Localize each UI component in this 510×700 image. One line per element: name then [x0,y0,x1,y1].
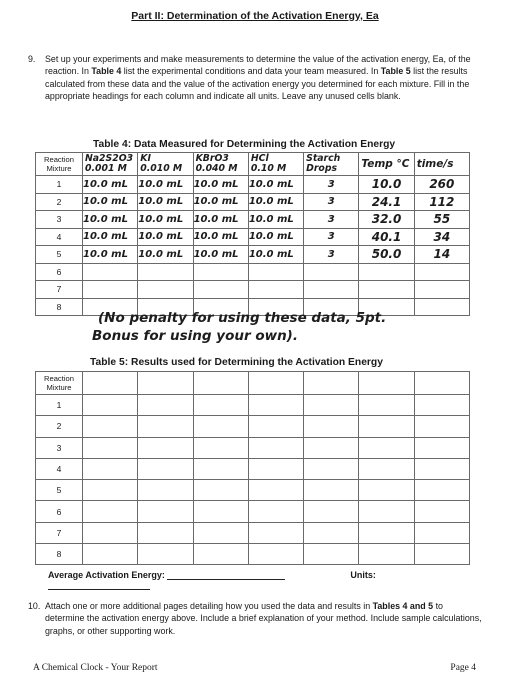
data-cell[interactable]: 10.0 mL [193,246,248,264]
text-bold: Table 4 [91,66,122,77]
data-cell[interactable] [138,395,193,416]
data-cell[interactable] [248,480,303,501]
text-segment: list the results calculated from these data and the value of the activation energy you determined for each mixture. Fill in the appropriate headings for each column and indicate all units. Leave any unused cells blank. [45,66,470,102]
average-label: Average Activation Energy: [48,570,165,580]
handwritten-heading: time/s [416,158,454,170]
text-bold: Tables 4 and 5 [372,601,434,611]
data-cell[interactable] [193,501,248,522]
header-cell[interactable] [138,153,193,176]
header-cell[interactable] [193,153,248,176]
data-cell[interactable] [83,395,138,416]
table-row [36,416,470,437]
data-cell[interactable] [83,437,138,458]
data-cell[interactable]: 32.0 [359,211,414,229]
data-cell[interactable] [359,522,414,543]
table-row [36,458,470,479]
handwritten-note-line-1: (No penalty for using these data, 5pt. [98,310,387,326]
data-cell[interactable] [248,544,303,565]
data-cell[interactable] [359,437,414,458]
data-cell[interactable] [248,458,303,479]
header-cell[interactable] [248,372,303,395]
row-number: 1 [36,176,83,194]
data-cell[interactable] [193,458,248,479]
data-cell[interactable] [414,281,469,299]
data-cell[interactable] [83,501,138,522]
data-cell[interactable]: 10.0 mL [138,228,193,246]
row-number: 3 [36,211,83,229]
data-cell[interactable] [414,416,469,437]
table-row [36,176,470,194]
data-cell[interactable]: 3 [304,176,359,194]
data-cell[interactable] [304,544,359,565]
data-cell[interactable] [248,437,303,458]
data-cell[interactable]: 112 [414,193,469,211]
question-10 [28,600,483,637]
data-cell[interactable] [304,458,359,479]
table-header-row [36,372,470,395]
header-cell[interactable] [193,372,248,395]
row-number: 6 [36,263,83,281]
data-cell[interactable] [414,458,469,479]
data-cell[interactable] [414,480,469,501]
header-label-line: Reaction [44,155,74,164]
row-number: 2 [36,416,83,437]
data-cell[interactable] [83,416,138,437]
table-4-caption: Table 4: Data Measured for Determining the Activation Energy [93,139,396,150]
data-cell[interactable]: 10.0 [359,176,414,194]
data-cell[interactable]: 10.0 mL [248,193,303,211]
data-cell[interactable] [248,522,303,543]
data-cell[interactable] [248,416,303,437]
data-cell[interactable] [193,281,248,299]
data-cell[interactable]: 10.0 mL [83,176,138,194]
row-label-header [36,372,83,395]
table-row [36,211,470,229]
handwritten-note-line-2: Bonus for using your own). [92,328,298,344]
data-cell[interactable] [193,544,248,565]
text-segment: Set up your experiments and make measurements to determine the value of the activation energy, Ea, of the reaction. In [45,54,471,77]
data-cell[interactable] [138,501,193,522]
data-cell[interactable] [248,395,303,416]
header-cell[interactable] [414,372,469,395]
text-segment: to determine the activation energy above. Include a brief explanation of your method. Include sample calculations, graphs, or other supporting work. [45,601,482,636]
question-text [45,53,483,103]
question-text [45,600,483,637]
data-cell[interactable]: 34 [414,228,469,246]
header-cell[interactable] [304,372,359,395]
data-cell[interactable] [359,480,414,501]
text-bold: Table 5 [380,66,411,77]
data-cell[interactable] [304,416,359,437]
data-cell[interactable]: 3 [304,211,359,229]
table-row [36,246,470,264]
average-answer-blank[interactable] [167,579,285,580]
data-cell[interactable] [83,480,138,501]
data-cell[interactable] [359,458,414,479]
data-cell[interactable] [304,480,359,501]
data-cell[interactable] [138,480,193,501]
row-number: 7 [36,522,83,543]
footer-title: A Chemical Clock - Your Report [33,663,158,673]
data-cell[interactable] [359,544,414,565]
question-number: 9. [28,54,36,64]
row-number: 7 [36,281,83,299]
header-cell[interactable] [138,372,193,395]
data-cell[interactable] [138,281,193,299]
table-header-row [36,153,470,176]
table-row [36,228,470,246]
data-cell[interactable]: 10.0 mL [248,211,303,229]
header-label-line: Mixture [46,383,72,392]
data-cell[interactable]: 10.0 mL [248,176,303,194]
units-label: Units: [350,570,376,580]
data-cell[interactable]: 10.0 mL [138,193,193,211]
data-cell[interactable]: 14 [414,246,469,264]
data-cell[interactable] [248,281,303,299]
handwritten-heading: Starch Drops [306,153,341,174]
table-row [36,480,470,501]
table-row [36,437,470,458]
text-segment: Attach one or more additional pages detailing how you used the data and results in [45,601,373,611]
header-label-line: Reaction [44,374,74,383]
data-cell[interactable]: 50.0 [359,246,414,264]
data-cell[interactable] [414,395,469,416]
handwritten-heading: KI 0.010 M [140,153,183,174]
header-cell[interactable] [359,372,414,395]
header-cell[interactable] [304,153,359,176]
data-cell[interactable]: 10.0 mL [138,246,193,264]
data-cell[interactable] [248,501,303,522]
table-row [36,544,470,565]
row-number: 3 [36,437,83,458]
data-cell[interactable] [359,263,414,281]
row-number: 5 [36,480,83,501]
data-cell[interactable]: 3 [304,193,359,211]
data-cell[interactable]: 10.0 mL [193,211,248,229]
row-number: 6 [36,501,83,522]
data-cell[interactable] [414,501,469,522]
handwritten-heading: Na2S2O3 0.001 M [85,153,134,174]
header-cell[interactable] [83,153,138,176]
data-cell[interactable]: 10.0 mL [193,193,248,211]
page-title: Part II: Determination of the Activation Energy, Ea [131,10,379,22]
data-cell[interactable]: 10.0 mL [138,211,193,229]
data-cell[interactable] [138,263,193,281]
average-activation-energy-row [48,570,478,590]
data-cell[interactable] [83,544,138,565]
data-cell[interactable] [83,522,138,543]
row-number: 2 [36,193,83,211]
page-number: Page 4 [450,663,476,673]
data-cell[interactable]: 10.0 mL [193,228,248,246]
header-cell[interactable] [359,153,414,176]
row-number: 1 [36,395,83,416]
data-cell[interactable]: 55 [414,211,469,229]
table-row [36,263,470,281]
row-number: 8 [36,544,83,565]
data-cell[interactable] [83,458,138,479]
data-cell[interactable]: 10.0 mL [83,211,138,229]
data-cell[interactable]: 10.0 mL [138,176,193,194]
data-cell[interactable] [83,263,138,281]
table-4 [35,152,470,316]
header-cell[interactable] [83,372,138,395]
data-cell[interactable]: 10.0 mL [248,246,303,264]
data-cell[interactable]: 10.0 mL [193,176,248,194]
units-answer-blank[interactable] [48,589,150,590]
data-cell[interactable]: 10.0 mL [83,228,138,246]
data-cell[interactable] [138,416,193,437]
data-cell[interactable]: 24.1 [359,193,414,211]
row-number: 4 [36,458,83,479]
page-footer [33,663,476,673]
header-label-line: Mixture [46,164,72,173]
data-cell[interactable] [193,416,248,437]
data-cell[interactable] [138,437,193,458]
row-number: 5 [36,246,83,264]
header-cell[interactable] [248,153,303,176]
data-cell[interactable] [193,522,248,543]
handwritten-heading: HCl 0.10 M [250,153,287,174]
data-cell[interactable] [304,437,359,458]
table-row [36,281,470,299]
question-9 [28,53,483,103]
data-cell[interactable] [138,522,193,543]
table-row [36,395,470,416]
data-cell[interactable] [193,480,248,501]
data-cell[interactable] [414,298,469,316]
data-cell[interactable] [83,281,138,299]
handwritten-heading: Temp °C [361,158,410,170]
data-cell[interactable] [304,395,359,416]
data-cell[interactable] [138,544,193,565]
data-cell[interactable]: 3 [304,228,359,246]
row-label-header [36,153,83,176]
text-segment: list the experimental conditions and data your team measured. In [121,66,381,77]
row-number: 4 [36,228,83,246]
data-cell[interactable] [193,395,248,416]
data-cell[interactable] [193,437,248,458]
header-cell[interactable] [414,153,469,176]
table-row [36,501,470,522]
data-cell[interactable] [359,281,414,299]
data-cell[interactable] [304,522,359,543]
table-5 [35,371,470,565]
table-row [36,193,470,211]
data-cell[interactable] [414,263,469,281]
data-cell[interactable]: 10.0 mL [83,193,138,211]
data-cell[interactable] [414,437,469,458]
row-number: 8 [36,298,83,316]
data-cell[interactable] [414,522,469,543]
handwritten-heading: KBrO3 0.040 M [195,153,238,174]
data-cell[interactable] [359,416,414,437]
data-cell[interactable] [414,544,469,565]
data-cell[interactable]: 10.0 mL [83,246,138,264]
data-cell[interactable]: 260 [414,176,469,194]
data-cell[interactable]: 10.0 mL [248,228,303,246]
data-cell[interactable]: 40.1 [359,228,414,246]
question-number: 10. [28,601,41,611]
data-cell[interactable] [304,501,359,522]
table-row [36,522,470,543]
data-cell[interactable] [359,501,414,522]
data-cell[interactable] [138,458,193,479]
data-cell[interactable] [248,263,303,281]
table-5-caption: Table 5: Results used for Determining the Activation Energy [90,357,383,368]
data-cell[interactable] [193,263,248,281]
data-cell[interactable] [359,395,414,416]
data-cell[interactable]: 3 [304,246,359,264]
data-cell[interactable] [304,263,359,281]
data-cell[interactable] [304,281,359,299]
